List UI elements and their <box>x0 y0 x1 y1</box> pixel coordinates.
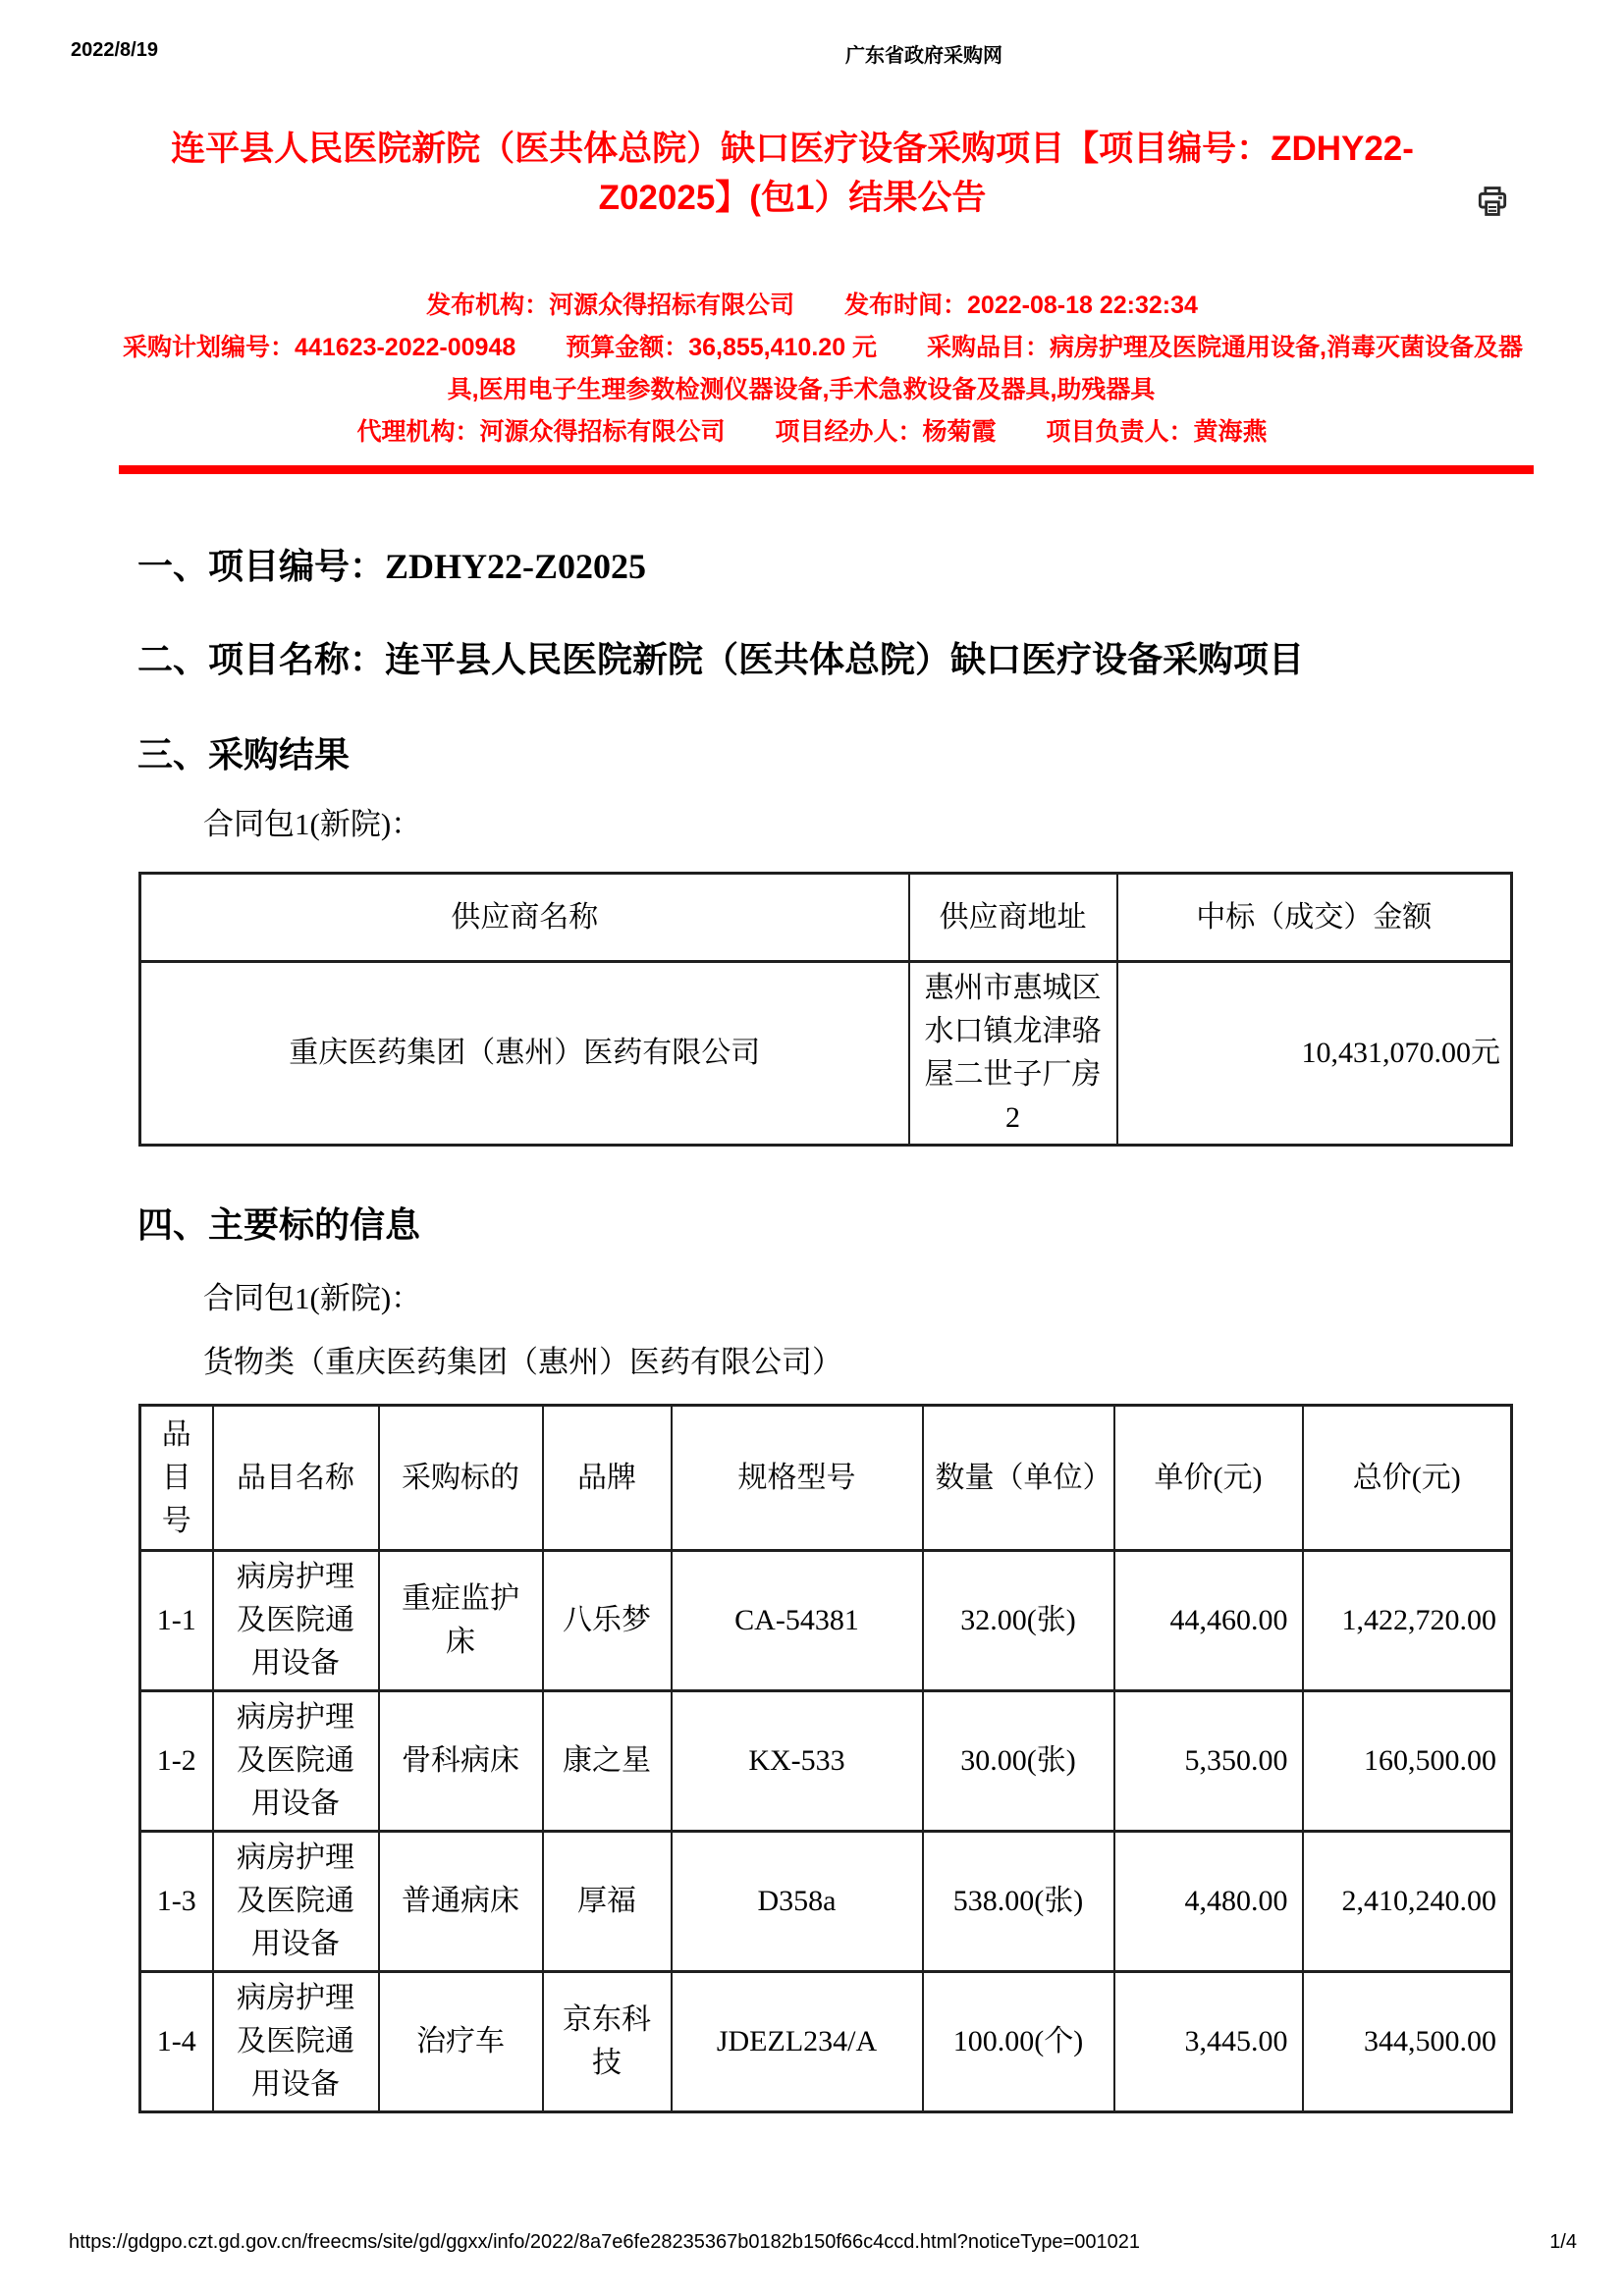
section-project-name: 二、项目名称：连平县人民医院新院（医共体总院）缺口医疗设备采购项目 <box>137 640 1305 679</box>
red-divider <box>119 465 1534 474</box>
column-header: 供应商地址 <box>909 874 1117 962</box>
table-cell: CA-54381 <box>672 1551 923 1691</box>
column-header: 品目名称 <box>213 1406 379 1551</box>
table-row <box>140 962 1512 1146</box>
print-date: 2022/8/19 <box>71 39 158 61</box>
table-cell: 32.00(张) <box>923 1551 1114 1691</box>
table-cell: 骨科病床 <box>379 1691 543 1832</box>
table-cell: 10,431,070.00元 <box>1117 962 1512 1146</box>
table-cell: 普通病床 <box>379 1832 543 1972</box>
table-cell: 538.00(张) <box>923 1832 1114 1972</box>
table-row <box>140 1691 1512 1832</box>
table-cell: 1-4 <box>140 1972 213 2112</box>
table-row <box>140 1832 1512 1972</box>
table-cell: KX-533 <box>672 1691 923 1832</box>
table-cell: JDEZL234/A <box>672 1972 923 2112</box>
table-cell: 44,460.00 <box>1114 1551 1303 1691</box>
table-cell: 八乐梦 <box>543 1551 672 1691</box>
meta-line-plan <box>88 327 1536 411</box>
announcement-meta <box>88 285 1536 454</box>
table-cell: 160,500.00 <box>1303 1691 1512 1832</box>
table-cell: 京东科技 <box>543 1972 672 2112</box>
column-header: 规格型号 <box>672 1406 923 1551</box>
supplier-result-table <box>138 872 1513 1147</box>
table-cell: 病房护理及医院通用设备 <box>213 1832 379 1972</box>
table-cell: 1-3 <box>140 1832 213 1972</box>
project-handler: 项目经办人：杨菊霞 <box>775 418 997 446</box>
section-project-number: 一、项目编号：ZDHY22-Z02025 <box>137 547 647 586</box>
table-cell: D358a <box>672 1832 923 1972</box>
announcement-title-line2: Z02025】(包1）结果公告 <box>598 179 987 217</box>
table-cell: 病房护理及医院通用设备 <box>213 1551 379 1691</box>
meta-line-publisher <box>88 285 1536 327</box>
section-main-subject-info: 四、主要标的信息 <box>137 1205 421 1245</box>
column-header: 采购标的 <box>379 1406 543 1551</box>
page-number: 1/4 <box>1549 2231 1577 2253</box>
items-detail-table <box>138 1404 1513 2113</box>
table-cell: 1-1 <box>140 1551 213 1691</box>
print-button[interactable] <box>1474 183 1511 220</box>
contract-package-label: 合同包1(新院)： <box>203 1281 422 1315</box>
table-row <box>140 1551 1512 1691</box>
project-manager: 项目负责人：黄海燕 <box>1046 418 1268 446</box>
table-cell: 治疗车 <box>379 1972 543 2112</box>
announcement-title-line1: 连平县人民医院新院（医共体总院）缺口医疗设备采购项目【项目编号：ZDHY22- <box>171 130 1414 168</box>
table-cell: 厚福 <box>543 1832 672 1972</box>
table-cell: 344,500.00 <box>1303 1972 1512 2112</box>
agency: 代理机构：河源众得招标有限公司 <box>356 418 726 446</box>
goods-category-label: 货物类（重庆医药集团（惠州）医药有限公司） <box>203 1345 842 1379</box>
table-cell: 4,480.00 <box>1114 1832 1303 1972</box>
column-header: 总价(元) <box>1303 1406 1512 1551</box>
table-cell: 1,422,720.00 <box>1303 1551 1512 1691</box>
column-header: 单价(元) <box>1114 1406 1303 1551</box>
table-cell: 3,445.00 <box>1114 1972 1303 2112</box>
table-cell: 重症监护床 <box>379 1551 543 1691</box>
site-name: 广东省政府采购网 <box>845 45 1002 67</box>
column-header: 品目号 <box>140 1406 213 1551</box>
table-cell: 100.00(个) <box>923 1972 1114 2112</box>
publish-time: 发布时间：2022-08-18 22:32:34 <box>844 292 1198 319</box>
table-cell: 病房护理及医院通用设备 <box>213 1691 379 1832</box>
footer-url: https://gdgpo.czt.gd.gov.cn/freecms/site/gd/ggxx/info/2022/8a7e6fe28235367b0182b150f66c4ccd.html?noticeType=001021 <box>69 2231 1140 2253</box>
section-procurement-result: 三、采购结果 <box>137 735 351 774</box>
table-cell: 重庆医药集团（惠州）医药有限公司 <box>140 962 909 1146</box>
column-header: 品牌 <box>543 1406 672 1551</box>
meta-line-agency <box>88 411 1536 454</box>
table-cell: 惠州市惠城区水口镇龙津骆屋二世子厂房2 <box>909 962 1117 1146</box>
procurement-category: 采购品目：病房护理及医院通用设备,消毒灭菌设备及器具,医用电子生理参数检测仪器设备,手术急救设备及器具,助残器具 <box>447 334 1523 403</box>
table-cell: 30.00(张) <box>923 1691 1114 1832</box>
announcement-title <box>85 125 1499 223</box>
publisher: 发布机构：河源众得招标有限公司 <box>426 292 795 319</box>
column-header: 中标（成交）金额 <box>1117 874 1512 962</box>
table-header-row <box>140 1406 1512 1551</box>
table-row <box>140 1972 1512 2112</box>
column-header: 数量（单位） <box>923 1406 1114 1551</box>
printer-icon <box>1474 207 1511 224</box>
contract-package-label: 合同包1(新院)： <box>203 807 422 841</box>
column-header: 供应商名称 <box>140 874 909 962</box>
table-cell: 2,410,240.00 <box>1303 1832 1512 1972</box>
plan-number: 采购计划编号：441623-2022-00948 <box>123 334 516 361</box>
budget-amount: 预算金额：36,855,410.20 元 <box>566 334 878 361</box>
table-header-row <box>140 874 1512 962</box>
table-cell: 康之星 <box>543 1691 672 1832</box>
table-cell: 5,350.00 <box>1114 1691 1303 1832</box>
table-cell: 病房护理及医院通用设备 <box>213 1972 379 2112</box>
table-cell: 1-2 <box>140 1691 213 1832</box>
